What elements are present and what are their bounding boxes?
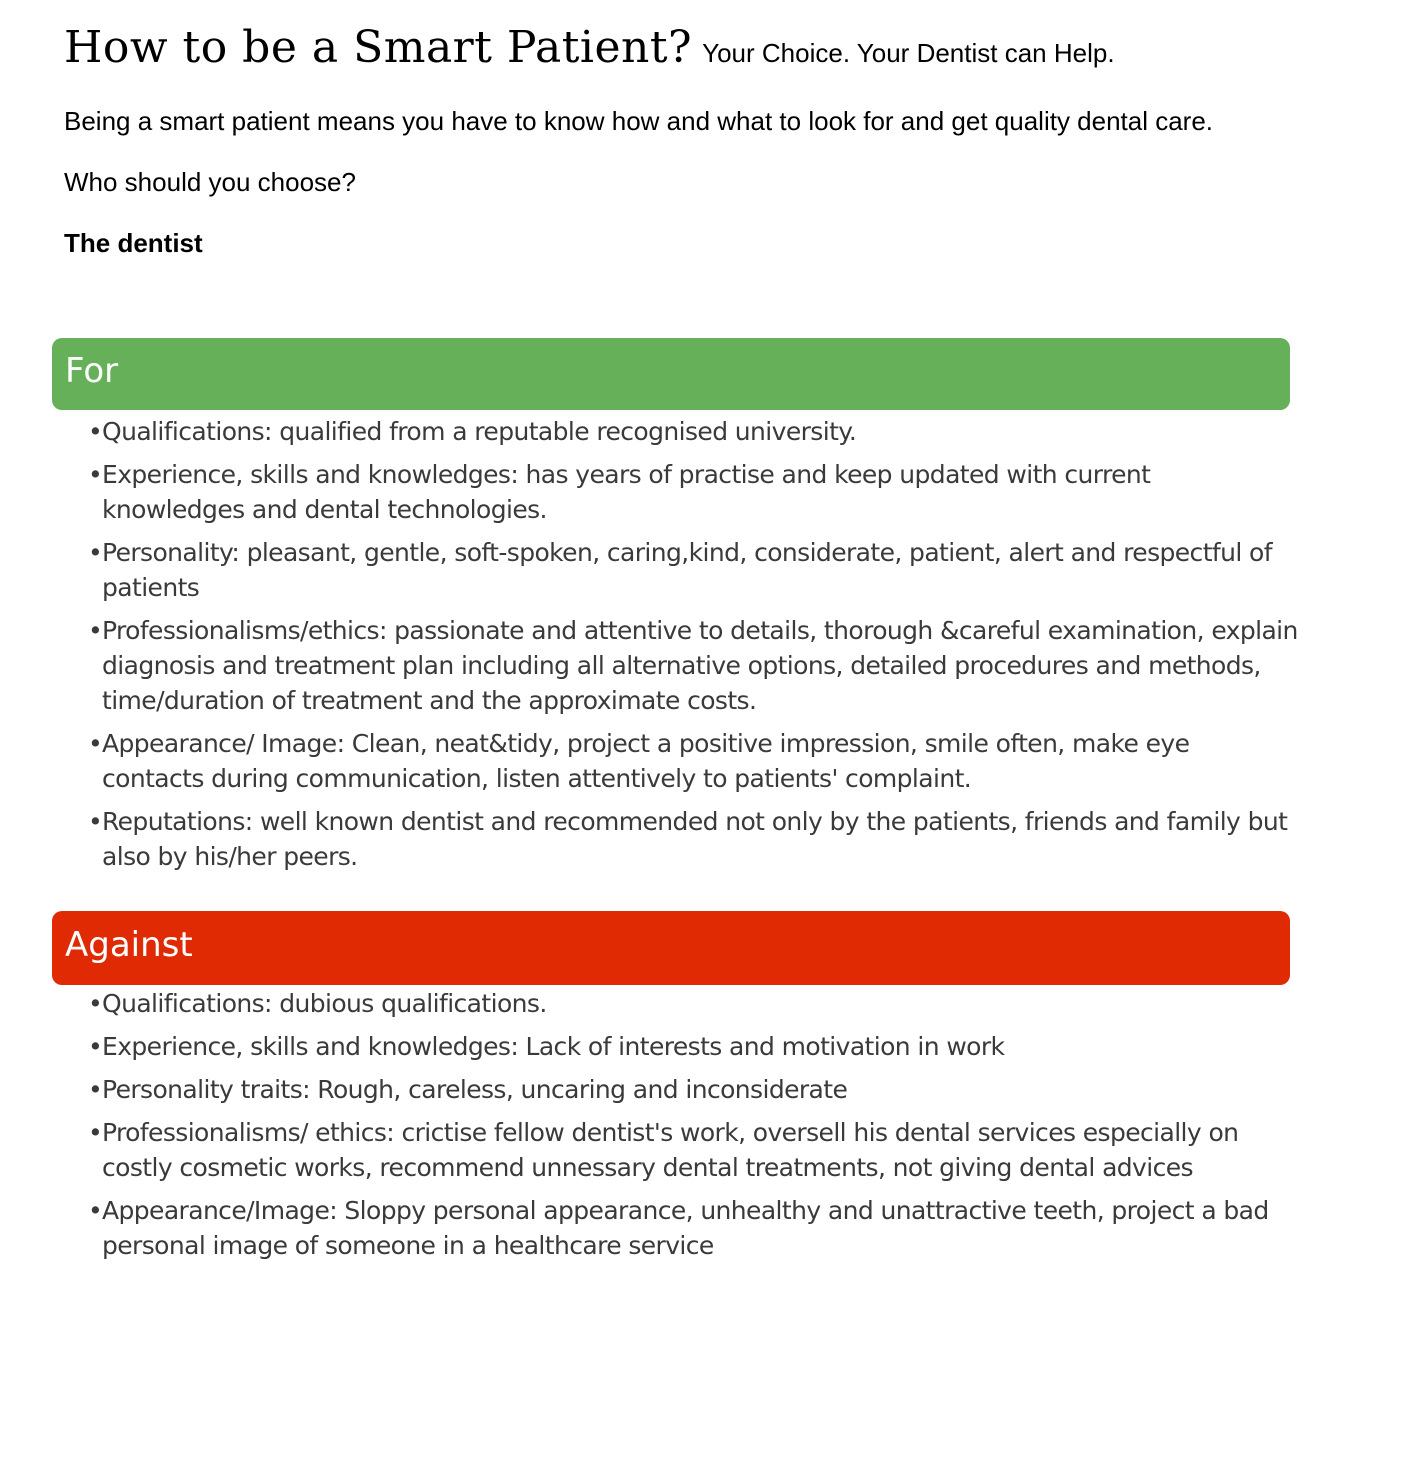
bullet-icon: • [88,460,103,489]
list-item-text: Qualifications: dubious qualifications. [102,989,547,1018]
bullet-icon: • [88,1196,103,1225]
against-item-qualifications [88,986,1298,1021]
for-item-appearance [88,726,1298,796]
against-header: Against [52,911,1290,985]
for-item-professionalism [88,613,1298,718]
against-item-experience [88,1029,1298,1064]
list-item-text: Appearance/Image: Sloppy personal appearance, unhealthy and unattractive teeth, project a bad personal image of someone in a healthcare service [102,1196,1269,1260]
against-item-appearance [88,1193,1298,1263]
section-heading-dentist: The dentist [64,228,203,258]
for-item-experience [88,457,1298,527]
against-item-personality [88,1072,1298,1107]
intro-paragraph: Being a smart patient means you have to know how and what to look for and get quality dental care. [64,106,1214,136]
bullet-icon: • [88,729,103,758]
bullet-icon: • [88,1075,103,1104]
list-item-text: Experience, skills and knowledges: has years of practise and keep updated with current knowledges and dental technologies. [102,460,1151,524]
page-subtitle: Your Choice. Your Dentist can Help. [702,38,1115,68]
bullet-icon: • [88,1032,103,1061]
bullet-icon: • [88,417,103,446]
bullet-icon: • [88,807,103,836]
list-item-text: Experience, skills and knowledges: Lack of interests and motivation in work [102,1032,1005,1061]
list-item-text: Appearance/ Image: Clean, neat&tidy, project a positive impression, smile often, make eye contacts during communication, listen attentively to patients' complaint. [102,729,1190,793]
for-header: For [52,338,1290,410]
list-item-text: Reputations: well known dentist and recommended not only by the patients, friends and family but also by his/her peers. [102,807,1288,871]
for-item-reputations [88,804,1298,874]
bullet-icon: • [88,616,103,645]
page-title: How to be a Smart Patient? [64,22,693,73]
for-item-personality [88,535,1298,605]
for-item-qualifications [88,414,1298,449]
bullet-icon: • [88,1118,103,1147]
bullet-icon: • [88,989,103,1018]
title-line [64,22,1115,73]
list-item-text: Professionalisms/ethics: passionate and attentive to details, thorough &careful examination, explain diagnosis and treatment plan including all alternative options, detailed procedures and methods, time/duration of treatment and the approximate costs. [102,616,1298,715]
against-item-professionalism [88,1115,1298,1185]
list-item-text: Personality traits: Rough, careless, uncaring and inconsiderate [102,1075,848,1104]
list-item-text: Professionalisms/ ethics: crictise fellow dentist's work, oversell his dental services especially on costly cosmetic works, recommend unnessary dental treatments, not giving dental advices [102,1118,1239,1182]
against-list [88,986,1298,1271]
list-item-text: Personality: pleasant, gentle, soft-spoken, caring,kind, considerate, patient, alert and respectful of patients [102,538,1272,602]
for-list [88,414,1298,882]
question-paragraph: Who should you choose? [64,167,356,197]
bullet-icon: • [88,538,103,567]
list-item-text: Qualifications: qualified from a reputable recognised university. [102,417,857,446]
